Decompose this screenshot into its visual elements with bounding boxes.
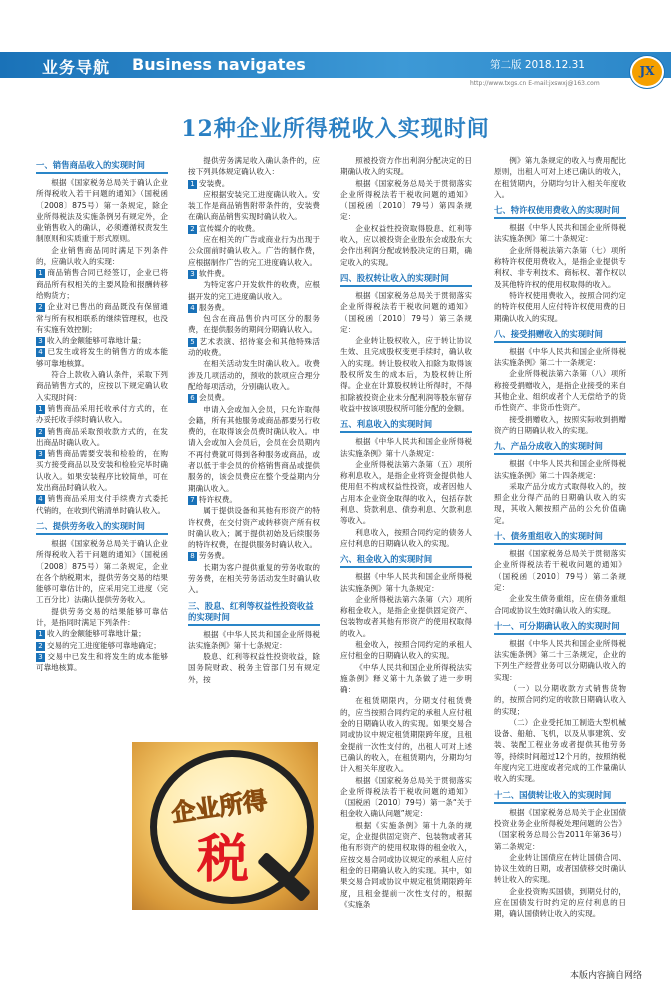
paragraph: 企业转让国债应在转让国债合同、协议生效的日期，或者国债移交时确认转让收入的实现。: [494, 852, 626, 885]
paragraph: 企业销售商品同时满足下列条件的，应确认收入的实现：: [36, 245, 168, 267]
section-title-cn: 业务导航: [42, 58, 111, 77]
paragraph: 根据《国家税务总局关于确认企业所得税收入若干问题的通知》（国税函〔2008〕875号）第二条规定，企业在各个纳税期末，提供劳务交易的结果能够可靠估计的，应采用完工进度（完工百分比）法确认提供劳务收入。: [36, 538, 168, 605]
paragraph: 根据《国家税务总局关于贯彻落实企业所得税法若干税收问题的通知》（国税函〔2010〕79号）第四条规定：: [340, 178, 472, 222]
paragraph: 在相关活动发生时确认收入。收费涉及几项活动的，预收的款项应合理分配给每项活动，分别确认收入。: [188, 359, 320, 391]
paragraph: 利息收入，按照合同约定的债务人应付利息的日期确认收入的实现。: [340, 527, 472, 548]
paragraph: 《中华人民共和国企业所得税法实施条例》释义第十九条做了进一步明确：: [340, 662, 472, 695]
paragraph: 符合上款收入确认条件，采取下列商品销售方式的，应按以下规定确认收入实现时间：: [36, 370, 168, 402]
heading: 四、股权转让收入的实现时间: [340, 273, 472, 287]
paragraph: 根据《国家税务总局关于确认企业所得税收入若干问题的通知》（国税函〔2008〕875号）第一条规定，除企业所得税法及实施条例另有规定外，企业销售收入的确认，必须遵循权责发生制原则和实质重于形式原则。: [36, 178, 168, 244]
paragraph: 接受捐赠收入，按照实际收到捐赠资产的日期确认收入的实现。: [494, 414, 626, 435]
column-2: [188, 155, 320, 685]
paragraph: 特许权使用费收入，按照合同约定的特许权使用人应付特许权使用费的日期确认收入的实现。: [494, 290, 626, 323]
paragraph: 根据《中华人民共和国企业所得税法实施条例》第十八条规定：: [340, 437, 472, 458]
paragraph: 采取产品分成方式取得收入的，按照企业分得产品的日期确认收入的实现，其收入额按照产品的公允价值确定。: [494, 481, 626, 525]
paragraph: 根据《中华人民共和国企业所得税法实施条例》第二十四条规定：: [494, 459, 626, 480]
list-item: 5 艺术表演、招待宴会和其他特殊活动的收费。: [188, 336, 320, 358]
list-item: 4 服务费。: [188, 302, 320, 313]
list-item: 1 商品销售合同已经签订，企业已将商品所有权相关的主要风险和报酬转移给购货方；: [36, 268, 168, 300]
paragraph: 包含在商品售价内可区分的服务费，在提供服务的期间分期确认收入。: [188, 314, 320, 335]
list-item: 3 收入的金额能够可靠地计量；: [36, 335, 168, 346]
paragraph: 根据《中华人民共和国企业所得税法实施条例》第十九条规定：: [340, 572, 472, 593]
paragraph: 根据《实施条例》第十九条的规定，企业提供固定资产、包装物或者其他有形资产的使用权取得的租金收入，应按交易合同或协议规定的承租人应付租金的日期确认收入的实现。其中，如果交易合同或协议中规定租赁期限跨年度，且租金提前一次性支付的，根据《实施条: [340, 820, 472, 909]
paragraph: 企业转让股权收入，应于转让协议生效、且完成股权变更手续时，确认收入的实现。转让股权收入扣除为取得该股权所发生的成本后，为股权转让所得。企业在计算股权转让所得时，不得扣除被投资企业未分配利润等股东留存收益中按该项股权所可能分配的金额。: [340, 336, 472, 413]
paragraph: 提供劳务交易的结果能够可靠估计，是指同时满足下列条件：: [36, 606, 168, 627]
heading: 一、销售商品收入的实现时间: [36, 160, 168, 174]
list-item: 8 劳务费。: [188, 550, 320, 561]
paragraph: 根据《中华人民共和国企业所得税法实施条例》第十七条规定：: [188, 629, 320, 650]
heading: 八、接受捐赠收入的实现时间: [494, 329, 626, 343]
paragraph: 企业发生债务重组，应在债务重组合同或协议生效时确认收入的实现。: [494, 594, 626, 615]
column-3: [340, 155, 472, 910]
list-item: 3 软件费。: [188, 268, 320, 279]
paragraph: 企业所得税法第六条第（八）项所称接受捐赠收入，是指企业接受的来自其他企业、组织或者个人无偿给予的货币性资产、非货币性资产。: [494, 369, 626, 413]
illustration-tax-char: 税: [197, 829, 250, 890]
heading: 五、利息收入的实现时间: [340, 419, 472, 433]
list-item: 4 已发生或将发生的销售方的成本能够可靠地核算。: [36, 347, 168, 368]
paragraph: 股息、红利等权益性投资收益，除国务院财政、税务主管部门另有规定外，按: [188, 652, 320, 684]
tax-illustration: [132, 742, 318, 910]
paragraph: 根据《国家税务总局关于企业国债投资业务企业所得税处理问题的公告》（国家税务总局公告2011年第36号）第二条规定：: [494, 807, 626, 851]
section-title-en: Business navigates: [132, 55, 306, 74]
list-item: 2 宣传媒介的收费。: [188, 223, 320, 234]
paragraph: 在租赁期限内，分期支付租赁费的，应当按照合同约定的承租人应付租金的日期确认收入的实现。如果交易合同或协议中规定租赁期限跨年度，且租金提前一次性支付的，出租人可对上述已确认的收入，在租赁期内，分期均匀计入相关年度收入。: [340, 696, 472, 774]
list-item: 6 会员费。: [188, 392, 320, 403]
heading: 三、股息、红利等权益性投资收益的实现时间: [188, 601, 320, 626]
list-item: 2 交易的完工进度能够可靠地确定；: [36, 640, 168, 651]
column-4: [494, 155, 626, 920]
paragraph: 申请入会或加入会员，只允许取得会籍，所有其他服务或商品都要另行收费的，在取得该会员费时确认收入。申请入会或加入会员后，会员在会员期内不再付费就可得到各种服务或商品，或者以低于非会员的价格销售商品或提供服务的，该会员费应在整个受益期内分期确认收入。: [188, 404, 320, 493]
illustration-text: 企业所得: [169, 785, 269, 828]
paragraph: 根据《国家税务总局关于贯彻落实企业所得税法若干税收问题的通知》（国税函〔2010〕79号）第一条“关于租金收入确认问题”规定：: [340, 775, 472, 819]
heading: 十一、可分期确认收入的实现时间: [494, 621, 626, 635]
paragraph: 企业所得税法第六条第（五）项所称利息收入，是指企业将资金提供他人使用但不构成权益性投资，或者因他人占用本企业资金取得的收入，包括存款利息、贷款利息、债券利息、欠款利息等收入。: [340, 459, 472, 526]
list-item: 2 企业对已售出的商品既没有保留通常与所有权相联系的继续管理权，也没有实施有效控制；: [36, 302, 168, 334]
paragraph: 企业所得税法第六条第（六）项所称租金收入，是指企业提供固定资产、包装物或者其他有形资产的使用权取得的收入。: [340, 594, 472, 638]
paragraph: 照被投资方作出利润分配决定的日期确认收入的实现。: [340, 156, 472, 177]
heading: 六、租金收入的实现时间: [340, 554, 472, 568]
paragraph: 根据《中华人民共和国企业所得税法实施条例》第二十一条规定：: [494, 346, 626, 368]
paragraph: 企业所得税法第六条第（七）项所称特许权使用费收入，是指企业提供专利权、非专利技术、商标权、著作权以及其他特许权的使用权取得的收入。: [494, 245, 626, 289]
heading: 七、特许权使用费收入的实现时间: [494, 205, 626, 219]
paragraph: 为特定客户开发软件的收费，应根据开发的完工进度确认收入。: [188, 280, 320, 301]
heading: 十二、国债转让收入的实现时间: [494, 790, 626, 804]
list-item: 4 销售商品采用支付手续费方式委托代销的，在收到代销清单时确认收入。: [36, 494, 168, 515]
column-1: [36, 155, 168, 673]
heading: 九、产品分成收入的实现时间: [494, 441, 626, 455]
footer-note: 本版内容摘自网络: [570, 971, 643, 981]
paragraph: 根据《中华人民共和国企业所得税法实施条例》第二十条规定：: [494, 223, 626, 244]
list-item: 1 收入的金额能够可靠地计量；: [36, 628, 168, 639]
paragraph: 根据《中华人民共和国企业所得税法实施条例》第二十三条规定，企业的下列生产经营业务可以分期确认收入的实现：: [494, 638, 626, 682]
paragraph: 例》第九条规定的收入与费用配比原则，出租人可对上述已确认的收入，在租赁期内，分期均匀计入相关年度收入。: [494, 156, 626, 199]
heading: 二、提供劳务收入的实现时间: [36, 521, 168, 535]
logo-text: JX: [639, 64, 655, 78]
paragraph: 长期为客户提供重复的劳务收取的劳务费，在相关劳务活动发生时确认收入。: [188, 562, 320, 595]
list-item: 1 安装费。: [188, 178, 320, 189]
paragraph: 企业权益性投资取得股息、红利等收入，应以被投资企业股东会或股东大会作出利润分配或转股决定的日期，确定收入的实现。: [340, 223, 472, 267]
list-item: 7 特许权费。: [188, 494, 320, 505]
paragraph: 应在相关的广告或商业行为出现于公众面前时确认收入。广告的制作费，应根据制作广告的完工进度确认收入。: [188, 235, 320, 267]
list-item: 2 销售商品采取预收款方式的，在发出商品时确认收入。: [36, 426, 168, 447]
paragraph: 根据《国家税务总局关于贯彻落实企业所得税法若干税收问题的通知》（国税函〔2010〕79号）第三条规定：: [340, 290, 472, 334]
paragraph: （二）企业受托加工制造大型机械设备、船舶、飞机，以及从事建筑、安装、装配工程业务或者提供其他劳务等，持续时间超过12个月的，按照纳税年度内完工进度或者完成的工作量确认收入的实现。: [494, 717, 626, 784]
list-item: 3 销售商品需要安装和检验的，在购买方接受商品以及安装和检验完毕时确认收入。如果安装程序比较简单，可在发出商品时确认收入。: [36, 449, 168, 493]
paragraph: （一）以分期收款方式销售货物的，按照合同约定的收款日期确认收入的实现；: [494, 683, 626, 716]
paragraph: 提供劳务满足收入确认条件的，应按下列具体规定确认收入：: [188, 156, 320, 177]
heading: 十、债务重组收入的实现时间: [494, 531, 626, 545]
contact-url: http://www.txgs.cn E-mail:jxswxj@163.com: [470, 80, 600, 87]
list-item: 3 交易中已发生和将发生的成本能够可靠地核算。: [36, 651, 168, 673]
edition-date: 第二版 2018.12.31: [490, 59, 585, 71]
paragraph: 企业投资购买国债，到期兑付的，应在国债发行时约定的应付利息的日期，确认国债转让收入的实现。: [494, 886, 626, 919]
page-title: 12种企业所得税收入实现时间: [181, 116, 490, 142]
paragraph: 根据《国家税务总局关于贯彻落实企业所得税法若干税收问题的通知》（国税函〔2010〕79号）第二条规定：: [494, 549, 626, 592]
logo: [630, 56, 664, 88]
list-item: 1 销售商品采用托收承付方式的，在办妥托收手续时确认收入。: [36, 403, 168, 425]
paragraph: 应根据安装完工进度确认收入。安装工作是商品销售附带条件的，安装费在确认商品销售实现时确认收入。: [188, 189, 320, 222]
paragraph: 租金收入，按照合同约定的承租人应付租金的日期确认收入的实现。: [340, 639, 472, 661]
paragraph: 属于提供设备和其他有形资产的特许权费，在交付资产或转移资产所有权时确认收入；属于提供初始及后续服务的特许权费，在提供服务时确认收入。: [188, 506, 320, 550]
